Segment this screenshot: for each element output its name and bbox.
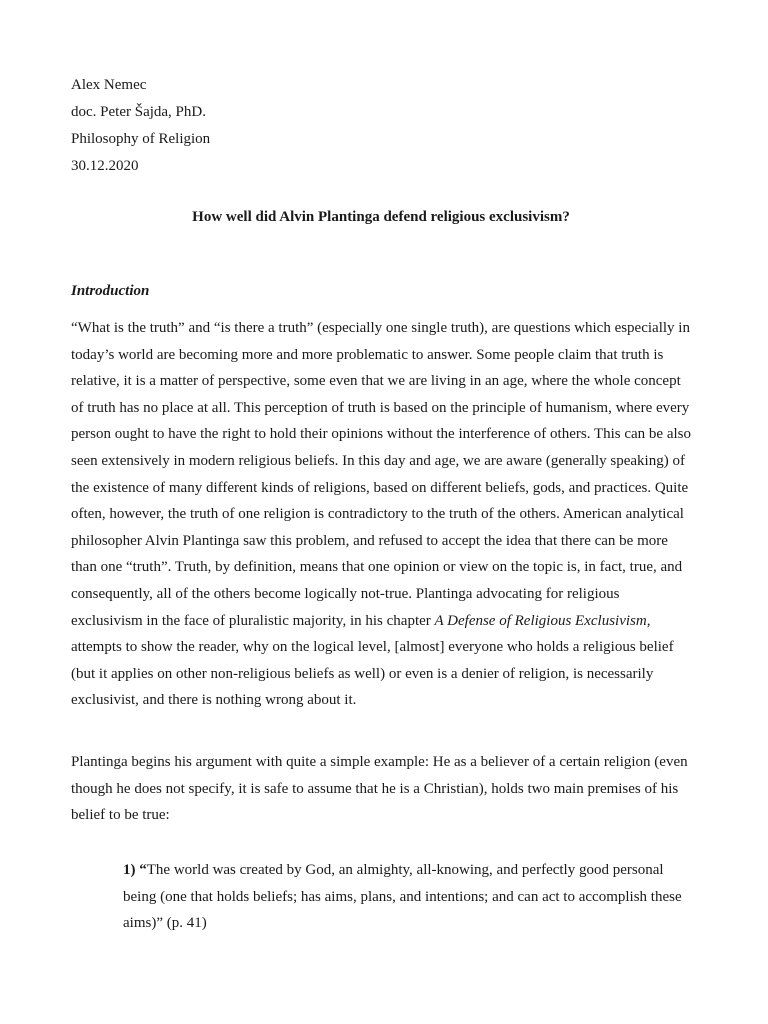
course-name: Philosophy of Religion: [71, 131, 211, 147]
section-heading-introduction: Introduction: [71, 283, 150, 299]
book-chapter-title: A Defense of Religious Exclusivism,: [434, 612, 651, 629]
paragraph-line: the existence of many different kinds of religions, based on different beliefs, gods, and practices. Quite: [71, 479, 689, 496]
document-date: 30.12.2020: [71, 158, 139, 174]
document-title: How well did Alvin Plantinga defend religious exclusivism?: [192, 209, 570, 225]
paragraph-line: philosopher Alvin Plantinga saw this problem, and refused to accept the idea that there can be more: [71, 532, 668, 549]
paragraph-argument: [71, 749, 711, 829]
paragraph-line: seen extensively in modern religious beliefs. In this day and age, we are aware (generally speaking) of: [71, 452, 685, 469]
paragraph-text: exclusivism in the face of pluralistic majority, in his chapter: [71, 612, 435, 629]
premise-line: aims)” (p. 41): [123, 915, 207, 932]
document-header: [71, 72, 711, 180]
author-name: Alex Nemec: [71, 77, 147, 93]
paragraph-line: of truth has no place at all. This perception of truth is based on the principle of humanism, where every: [71, 399, 690, 416]
paragraph-introduction: [71, 315, 711, 714]
premise-quote: [123, 857, 723, 937]
paragraph-line: often, however, the truth of one religion is contradictory to the truth of the others. American analytical: [71, 506, 684, 523]
paragraph-line: “What is the truth” and “is there a truth” (especially one single truth), are questions which especially in: [71, 320, 690, 336]
paragraph-line: (but it applies on other non-religious beliefs as well) or even is a denier of religion, is necessarily: [71, 665, 654, 682]
paragraph-line: consequently, all of the others become logically not-true. Plantinga advocating for religious: [71, 585, 620, 602]
paragraph-line: than one “truth”. Truth, by definition, means that one opinion or view on the topic is, in fact, true, and: [71, 559, 683, 576]
premise-text: The world was created by God, an almighty, all-knowing, and perfectly good personal: [146, 862, 664, 878]
paragraph-line: [71, 608, 711, 635]
paragraph-line: belief to be true:: [71, 807, 170, 824]
premise-line: [123, 857, 723, 884]
premise-line: being (one that holds beliefs; has aims, plans, and intentions; and can act to accomplish these: [123, 888, 682, 905]
paragraph-line: Plantinga begins his argument with quite a simple example: He as a believer of a certain religion (even: [71, 754, 688, 770]
paragraph-line: relative, it is a matter of perspective, some even that we are living in an age, where the whole concept: [71, 373, 681, 390]
paragraph-line: person ought to have the right to hold their opinions without the interference of others. This can be also: [71, 426, 691, 443]
paragraph-line: attempts to show the reader, why on the logical level, [almost] everyone who holds a religious belief: [71, 639, 674, 656]
supervisor-name: doc. Peter Šajda, PhD.: [71, 104, 206, 120]
paragraph-line: though he does not specify, it is safe to assume that he is a Christian), holds two main premises of his: [71, 780, 679, 797]
paragraph-line: today’s world are becoming more and more problematic to answer. Some people claim that truth is: [71, 346, 664, 363]
premise-number: 1) “: [123, 862, 147, 878]
paragraph-line: exclusivist, and there is nothing wrong about it.: [71, 692, 357, 709]
